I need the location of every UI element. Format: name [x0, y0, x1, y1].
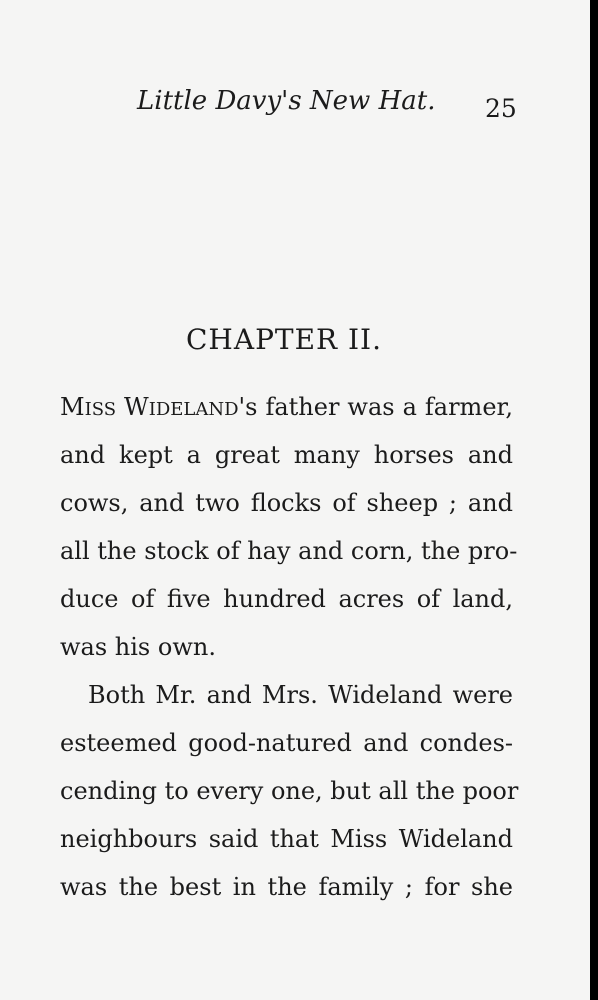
paragraph-2-line-3: cending to every one, but all the poor [60, 777, 519, 805]
running-title: Little Davy's New Hat. [137, 86, 436, 116]
paragraph-2-line-5: was the best in the family ; for she [60, 873, 513, 901]
paragraph-1-line-6: was his own. [60, 633, 216, 661]
text-run: IDELAND [148, 399, 239, 420]
text-run: ISS [84, 399, 117, 420]
chapter-heading: CHAPTER II. [186, 323, 383, 356]
paragraph-1-line-1: MISS WIDELAND's father was a farmer, [60, 393, 513, 421]
text-run: W [124, 393, 149, 421]
text-run: M [60, 393, 85, 421]
paragraph-1-line-4: all the stock of hay and corn, the pro- [60, 537, 518, 565]
paragraph-2-line-4: neighbours said that Miss Wideland [60, 825, 513, 853]
paragraph-2-line-1: Both Mr. and Mrs. Wideland were [88, 681, 513, 709]
paragraph-2-line-2: esteemed good-natured and condes- [60, 729, 513, 757]
paragraph-1-line-3: cows, and two flocks of sheep ; and [60, 489, 513, 517]
paragraph-1-line-2: and kept a great many horses and [60, 441, 513, 469]
paragraph-1-line-5: duce of five hundred acres of land, [60, 585, 513, 613]
page-number: 25 [485, 94, 517, 123]
